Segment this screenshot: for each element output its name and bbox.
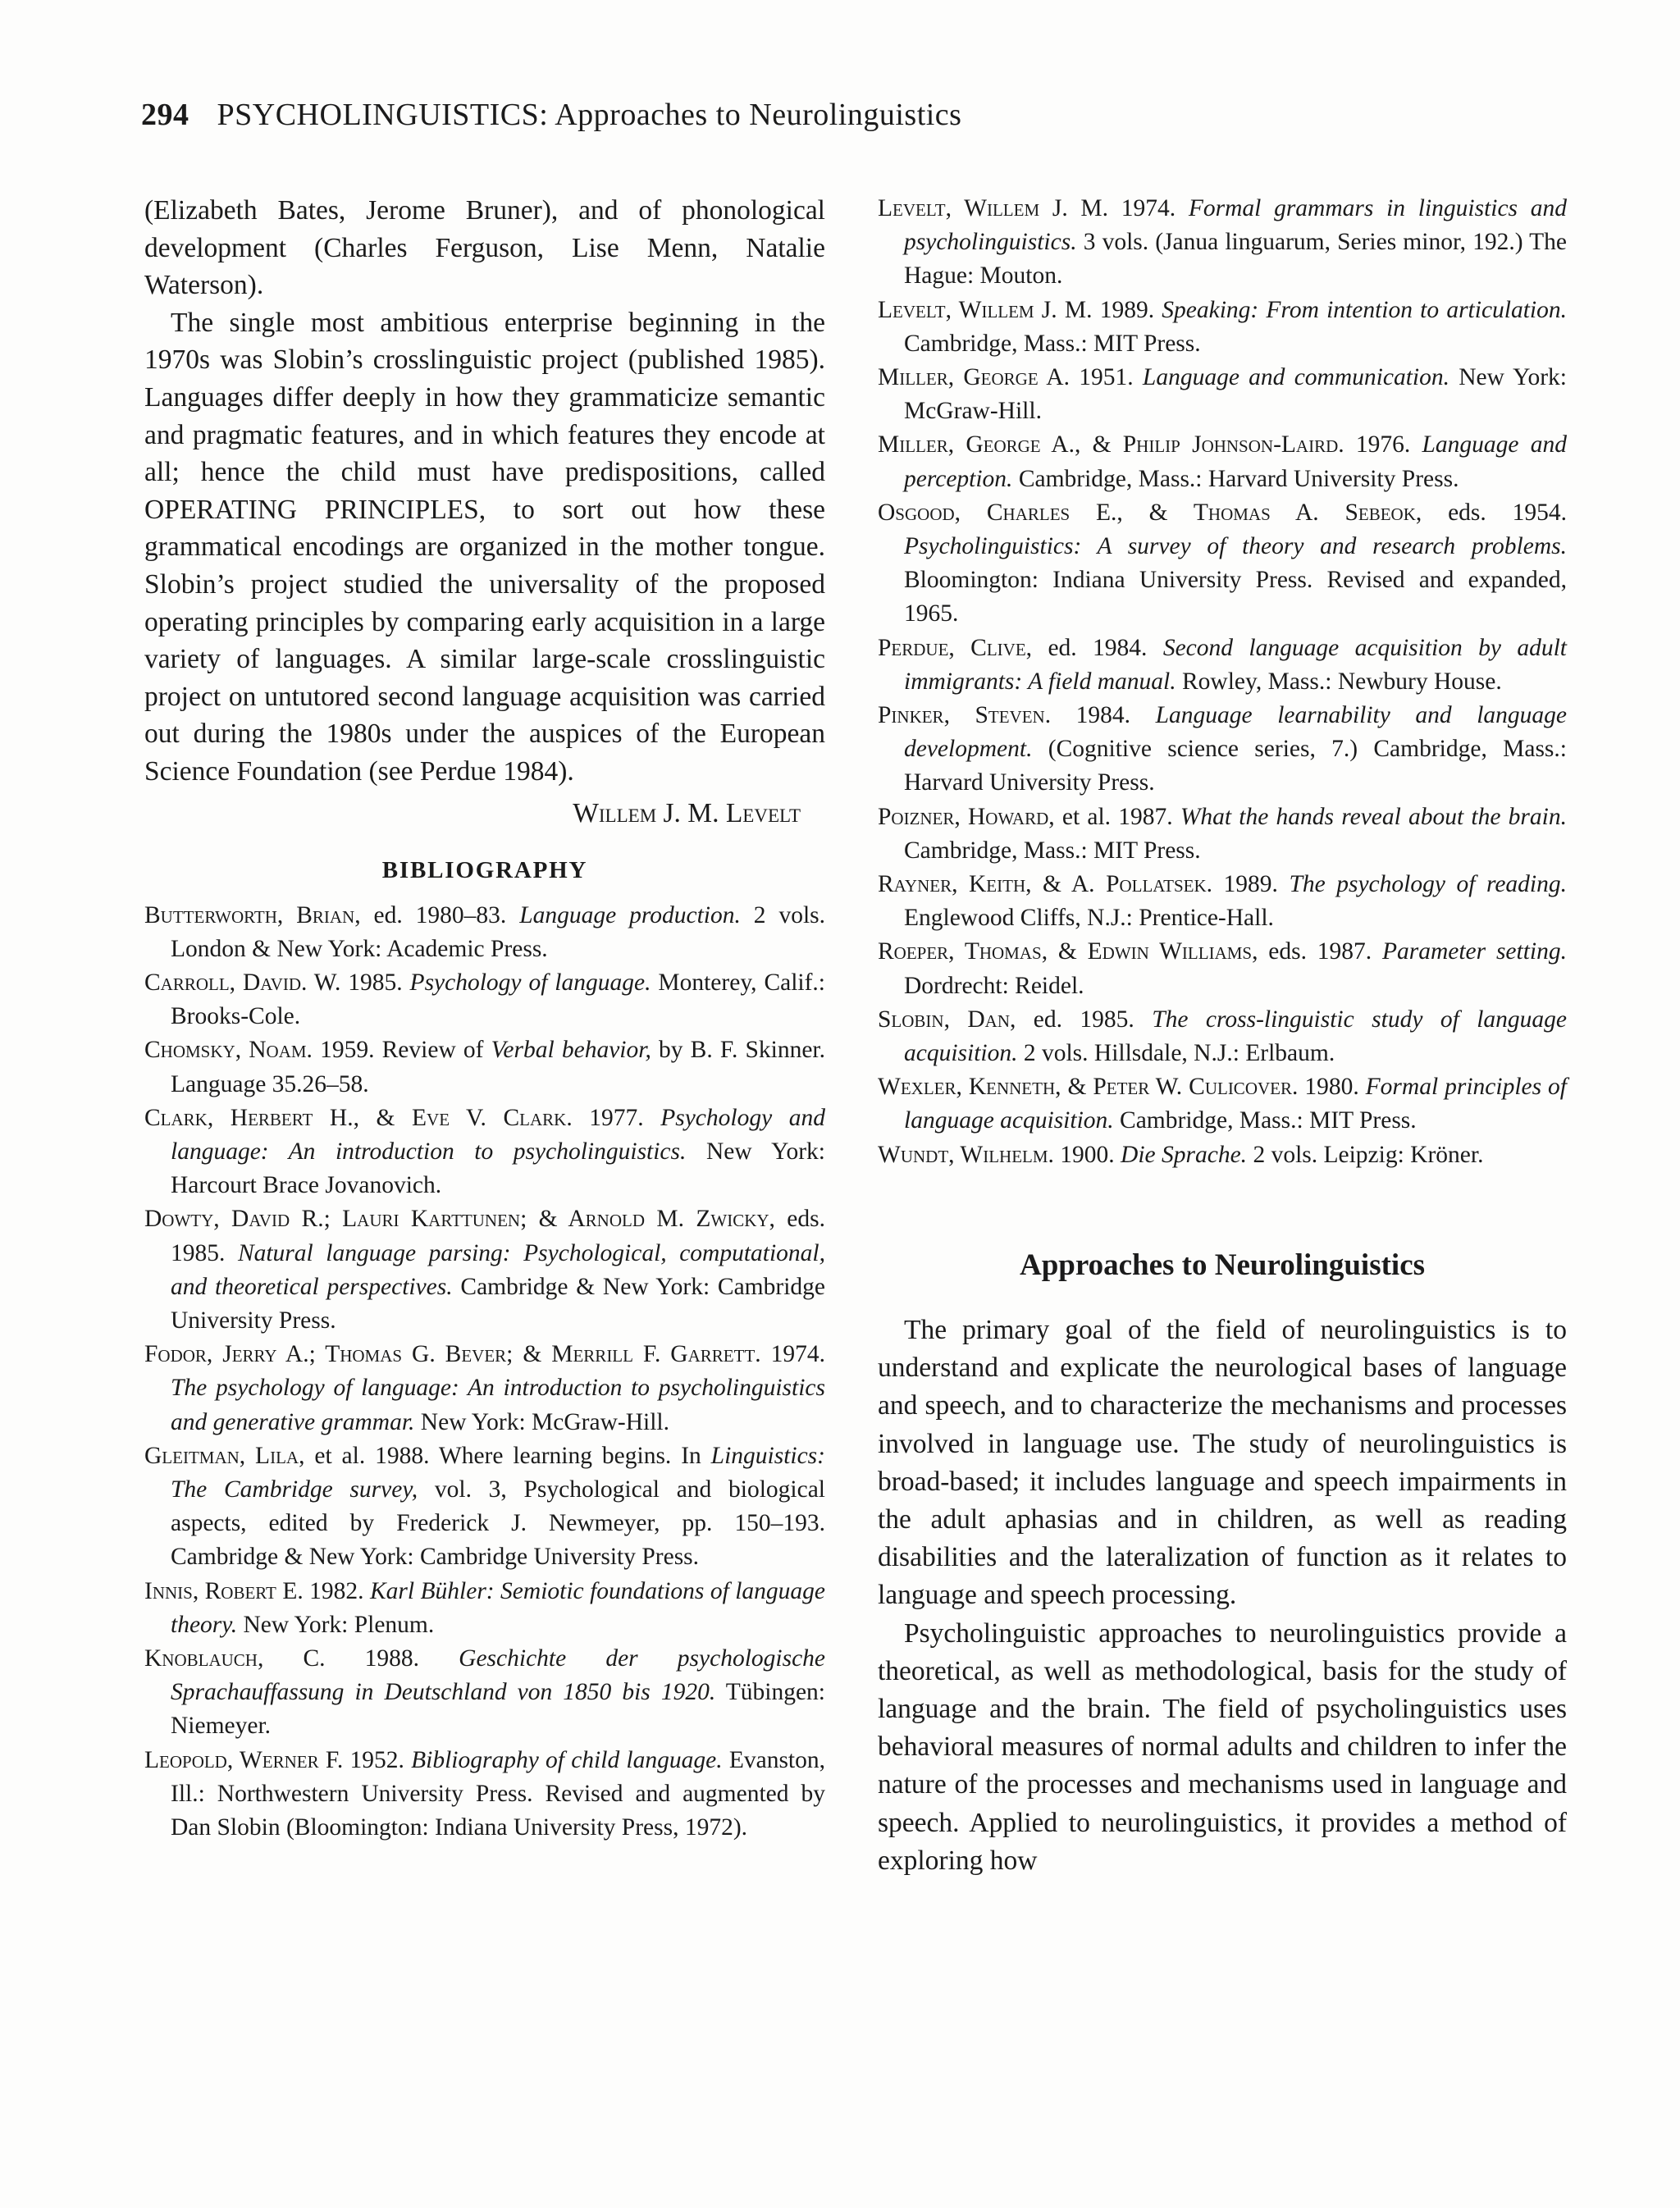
bib-publication: New York: Plenum. [237,1611,435,1638]
bibliography-entry [878,935,1567,1002]
bib-author: Wundt, Wilhelm. [878,1141,1054,1168]
bib-detail: , ed. 1985. [1010,1006,1153,1033]
bibliography-entry [878,294,1567,361]
bib-author: Miller, George A., & Philip Johnson-Laird. [878,431,1344,458]
bib-publication: Monterey, Calif.: Brooks-Cole. [171,969,826,1030]
bib-publication: 3 vols. (Janua linguarum, Series minor, 192.) The Hague: Mouton. [904,229,1567,290]
bib-title: Language learnability and language development. [904,702,1568,763]
bib-author: Dowty, David R.; Lauri Karttunen; & Arnold M. Zwicky [144,1206,769,1233]
bib-publication: New York: Harcourt Brace Jovanovich. [171,1138,825,1199]
bib-author: Perdue, Clive [878,634,1026,661]
bibliography-entry [878,361,1567,428]
bibliography-entry [878,428,1567,495]
bibliography-entry [144,1338,825,1439]
bibliography-entry [144,1202,825,1338]
bib-publication: by B. F. Skinner. Language 35.26–58. [171,1037,826,1097]
bib-title: Formal principles of language acquisition. [904,1074,1568,1134]
bib-author: Wexler, Kenneth, & Peter W. Culicover. [878,1074,1299,1101]
bib-author: Carroll, David. W. [144,969,341,996]
bib-title: Language production. [519,901,741,928]
bib-title: Die Sprache. [1121,1141,1248,1168]
bib-detail: 1900. [1053,1141,1121,1168]
bib-author: Knoblauch, C. [144,1645,326,1672]
right-column [878,192,1567,1880]
bib-author: Butterworth, Brian [144,901,355,928]
bib-title: Formal grammars in linguistics and psycholinguistics. [904,195,1567,256]
bibliography-entry [144,1642,825,1744]
bibliography-list-left [144,899,825,1845]
paragraph: The single most ambitious enterprise beginning in the 1970s was Slobin’s crosslinguistic project (published 1985). Languages differ deeply in how they grammaticize semantic and pragmatic features, and in which features they encode at all; hence the child must have predispositions, called OPERATING PRINCIPLES, to sort out how these grammatical encodings are organized in the mother tongue. Slobin’s project studied the universality of the proposed operating principles by comparing early acquisition in a large variety of languages. A similar large-scale crosslinguistic project on untutored second language acquisition was carried out during the 1980s under the auspices of the European Science Foundation (see Perdue 1984). [144,307,825,787]
bib-title: Karl Bühler: Semiotic foundations of language theory. [171,1577,825,1638]
bib-detail: , ed. 1984. [1025,634,1163,661]
paragraph: The primary goal of the field of neurolinguistics is to understand and explicate the neurological bases of language and speech, and to characterize the mechanisms and processes involved in language use. The study of neurolinguistics is broad-based; it includes language and speech impairments in the adult aphasias and in children, as well as reading disabilities and the lateralization of function as it relates to language and speech processing. [878,1314,1567,1611]
bib-detail: , eds. 1985. [171,1206,826,1266]
bib-title: Parameter setting. [1381,938,1567,965]
bib-publication: New York: McGraw-Hill. [904,364,1567,425]
bibliography-list-right [878,192,1567,1172]
bibliography-entry [144,966,825,1033]
bib-publication: Dordrecht: Reidel. [904,972,1084,999]
section-heading: Approaches to Neurolinguistics [1019,1248,1426,1282]
bib-detail: 1985. [340,969,410,996]
bib-author: Leopold, Werner F. [144,1746,344,1773]
bib-detail: 1982. [303,1577,370,1604]
bibliography-entry [878,192,1567,294]
bib-publication: Englewood Cliffs, N.J.: Prentice-Hall. [904,905,1274,932]
bibliography-entry [144,899,825,966]
bib-detail: , et al. 1987. [1048,803,1180,830]
bib-publication: Cambridge & New York: Cambridge University Press. [171,1273,825,1334]
bibliography-heading: BIBLIOGRAPHY [381,856,588,883]
bib-detail: 1976. [1344,431,1422,458]
author-signature: Willem J. M. Levelt [573,797,801,828]
bib-detail: 1951. [1069,364,1143,391]
bib-detail: 1989. [1092,296,1162,323]
bib-author: Slobin, Dan [878,1006,1010,1033]
bib-publication: (Cognitive science series, 7.) Cambridge, Mass.: Harvard University Press. [904,736,1567,796]
bib-detail: 1959. Review of [312,1037,491,1064]
bib-detail: 1989. [1212,871,1290,898]
bib-detail: 1974. [760,1341,825,1368]
bib-author: Levelt, Willem J. M. [878,195,1109,221]
bib-title: Psychology and language: An introduction to psycholinguistics. [171,1104,825,1165]
bibliography-entry [144,1575,825,1642]
bib-author: Clark, Herbert H., & Eve V. Clark. [144,1104,573,1131]
bib-title: Psycholinguistics: A survey of theory and research problems. [904,533,1567,560]
running-title: PSYCHOLINGUISTICS: Approaches to Neurolinguistics [217,98,962,132]
bib-title: The psychology of reading. [1289,871,1567,898]
bib-publication: New York: McGraw-Hill. [414,1408,669,1435]
bib-title: Speaking: From intention to articulation. [1162,296,1567,323]
bib-publication: Rowley, Mass.: Newbury House. [1176,668,1502,695]
bib-author: Levelt, Willem J. M. [878,296,1093,323]
bibliography-entry [144,1102,825,1203]
bib-author: Osgood, Charles E., & Thomas A. Sebeok [878,499,1416,526]
bib-publication: vol. 3, Psychological and biological aspects, edited by Frederick J. Newmeyer, pp. 150–193. Cambridge & New York: Cambridge University Press. [171,1476,825,1571]
bib-title: The psychology of language: An introduction to psycholinguistics and generative grammar. [171,1375,825,1435]
bib-publication: Cambridge, Mass.: Harvard University Press. [1012,465,1459,492]
bib-title: What the hands reveal about the brain. [1180,803,1567,830]
bib-title: Linguistics: The Cambridge survey, [171,1442,825,1503]
bib-title: Bibliography of child language. [411,1746,723,1773]
bib-title: Language and perception. [904,431,1568,492]
bib-publication: Tübingen: Niemeyer. [171,1679,825,1740]
bibliography-entry [144,1744,825,1845]
bib-author: Chomsky, Noam. [144,1037,313,1064]
page-number: 294 [141,98,189,132]
bib-publication: 2 vols. Hillsdale, N.J.: Erlbaum. [1017,1040,1335,1067]
bib-author: Miller, George A. [878,364,1070,391]
bib-author: Roeper, Thomas, & Edwin Williams [878,938,1253,965]
bib-author: Pinker, Steven. [878,702,1052,729]
bib-detail: 1952. [343,1746,412,1773]
bib-author: Fodor, Jerry A.; Thomas G. Bever; & Merrill F. Garrett. [144,1341,761,1368]
bib-publication: 2 vols. Leipzig: Kröner. [1247,1141,1484,1168]
bibliography-entry [878,632,1567,699]
bibliography-entry [878,1070,1567,1138]
bib-title: The cross-linguistic study of language acquisition. [904,1006,1567,1067]
bibliography-entry [144,1439,825,1575]
bib-detail: 1974. [1108,195,1189,221]
bibliography-entry [878,1138,1567,1172]
bib-title: Geschichte der psychologische Sprachauffassung in Deutschland von 1850 bis 1920. [171,1645,826,1706]
bib-author: Poizner, Howard [878,803,1049,830]
bibliography-entry [878,1003,1567,1070]
bib-detail: 1988. [325,1645,459,1672]
bib-detail: , eds. 1987. [1252,938,1382,965]
bib-detail: , et al. 1988. Where learning begins. In [299,1442,711,1469]
bib-publication: Cambridge, Mass.: MIT Press. [904,330,1201,357]
bib-author: Rayner, Keith, & A. Pollatsek. [878,871,1213,898]
bib-title: Language and communication. [1142,364,1449,391]
paragraph: (Elizabeth Bates, Jerome Bruner), and of phonological development (Charles Ferguson, Lise Menn, Natalie Waterson). [144,195,825,301]
running-header [141,97,961,133]
bib-publication: Bloomington: Indiana University Press. Revised and expanded, 1965. [904,567,1567,627]
bib-publication: Cambridge, Mass.: MIT Press. [904,837,1201,864]
bib-detail: , ed. 1980–83. [354,901,520,928]
bib-author: Gleitman, Lila [144,1442,299,1469]
article-body [144,192,825,791]
bib-publication: Cambridge, Mass.: MIT Press. [1113,1107,1417,1134]
bib-title: Psychology of language. [409,969,651,996]
bib-publication: 2 vols. London & New York: Academic Press. [171,901,825,962]
bib-detail: , eds. 1954. [1415,499,1567,526]
section-body [878,1312,1567,1880]
bib-detail: 1980. [1298,1074,1366,1101]
bib-title: Natural language parsing: Psychological, computational, and theoretical perspectives. [171,1239,826,1300]
bib-title: Second language acquisition by adult immigrants: A field manual. [904,634,1568,695]
bibliography-entry [878,699,1567,801]
bib-author: Innis, Robert E. [144,1577,304,1604]
bibliography-entry [878,801,1567,868]
bibliography-entry [878,496,1567,632]
bib-detail: 1984. [1051,702,1156,729]
left-column [144,192,825,1845]
bibliography-entry [144,1033,825,1101]
bib-title: Verbal behavior, [491,1037,651,1064]
paragraph: Psycholinguistic approaches to neurolinguistics provide a theoretical, as well as methodological, basis for the study of language and the brain. The field of psycholinguistics uses behavioral measures of normal adults and children to infer the nature of the processes and mechanisms used in language and speech. Applied to neurolinguistics, it provides a method of exploring how [878,1617,1567,1876]
bibliography-entry [878,868,1567,935]
bib-publication: Evanston, Ill.: Northwestern University Press. Revised and augmented by Dan Slobin (Bloomington: Indiana University Press, 1972). [171,1746,825,1841]
bib-detail: 1977. [572,1104,661,1131]
